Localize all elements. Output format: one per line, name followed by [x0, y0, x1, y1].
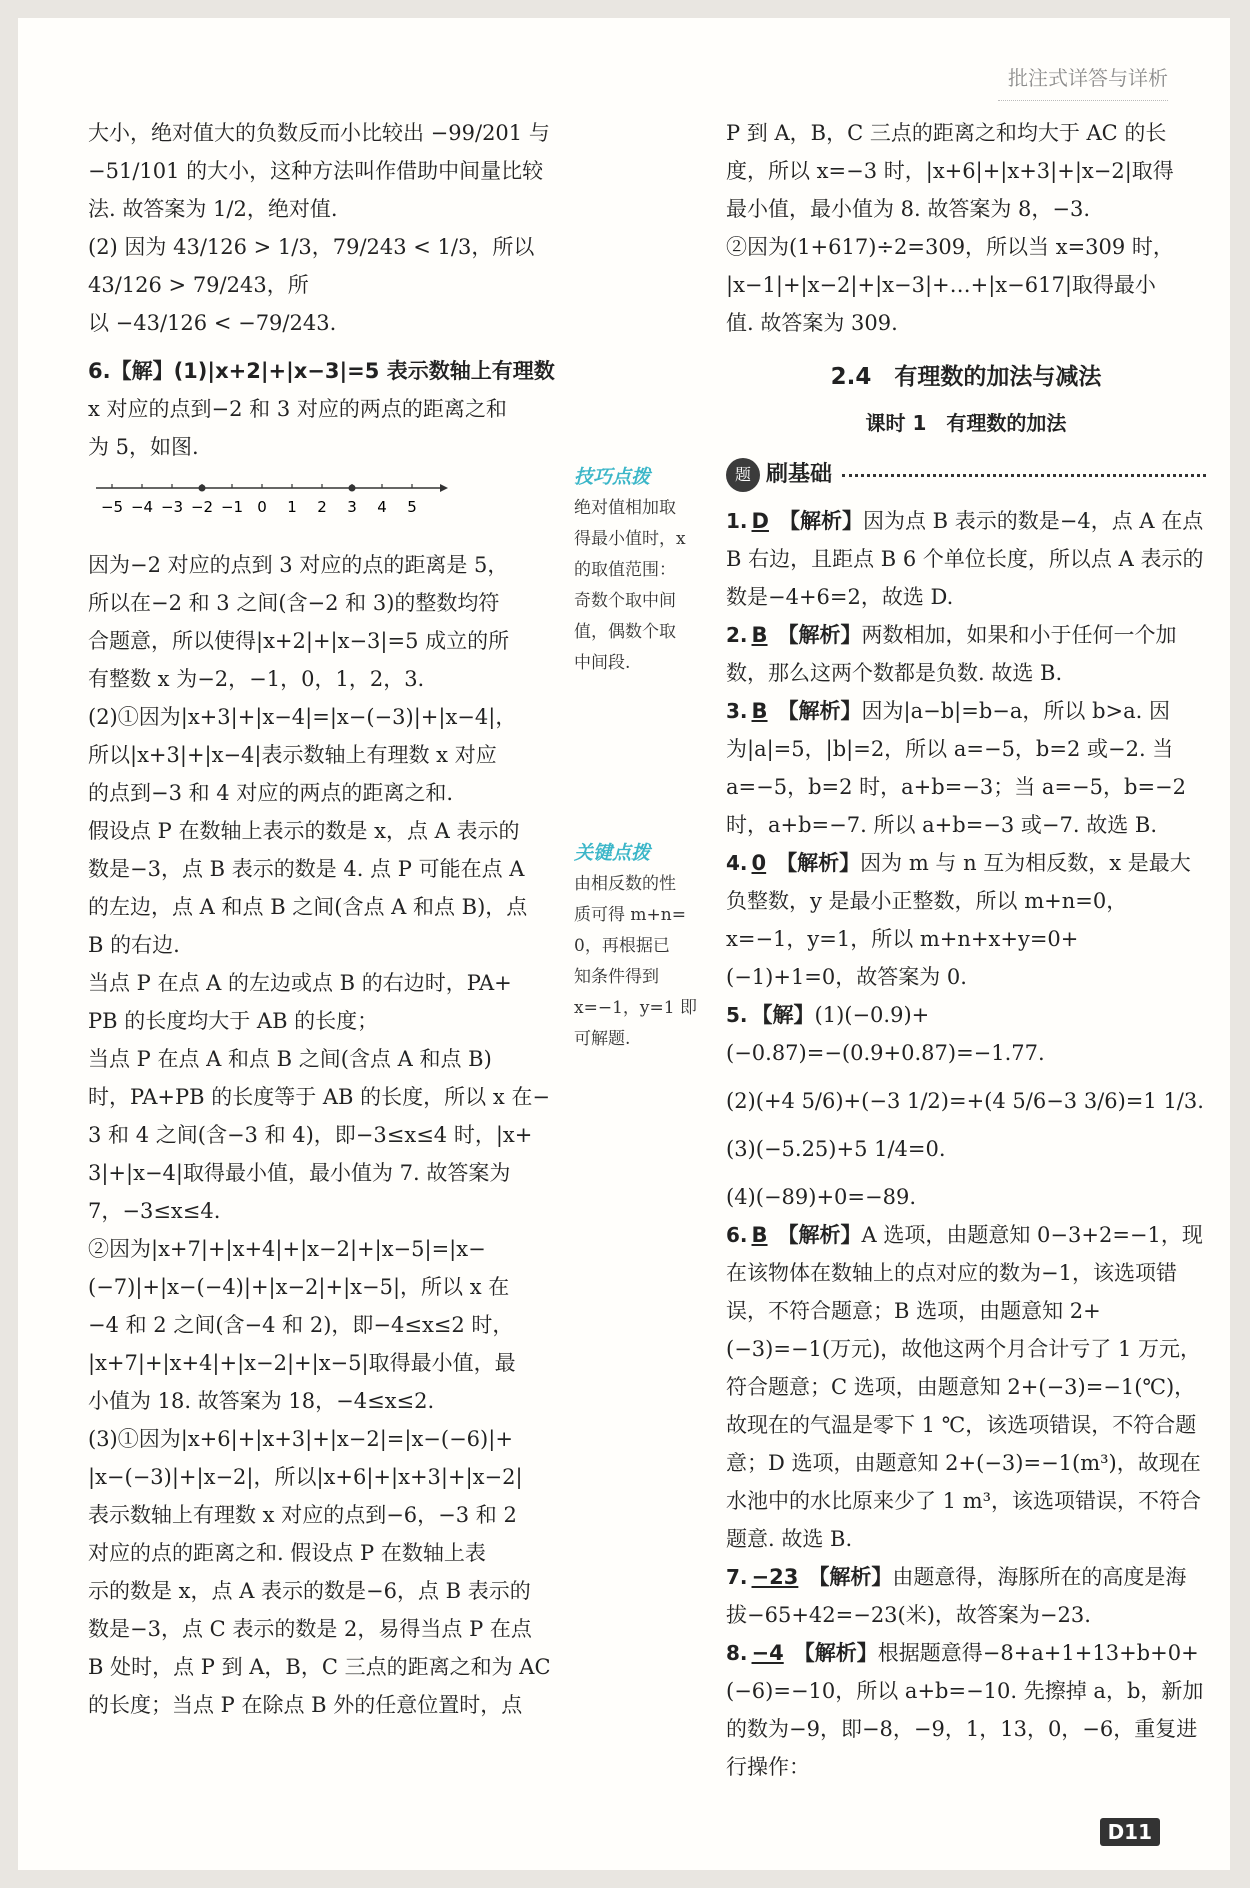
- text-line: 为 5，如图.: [88, 435, 199, 459]
- item-answer: −4: [751, 1641, 784, 1665]
- text-line: B 处时，点 P 到 A，B，C 三点的距离之和为 AC: [88, 1655, 551, 1679]
- text-line: 法. 故答案为 1/2，绝对值.: [88, 197, 338, 221]
- number-line-label: 4: [377, 498, 387, 516]
- item-tag: 【解】: [751, 1003, 815, 1027]
- text-line: P 到 A，B，C 三点的距离之和均大于 AC 的长: [726, 121, 1167, 145]
- answer-item-1: [726, 502, 1206, 616]
- text-line: 3|+|x−4|取得最小值，最小值为 7. 故答案为: [88, 1161, 511, 1185]
- item-tag: 【解析】: [777, 1223, 862, 1247]
- item-answer: B: [751, 699, 768, 723]
- tip-box-key: [574, 838, 724, 1055]
- number-line-arrow: [440, 484, 448, 492]
- item-number: 7.: [726, 1565, 748, 1589]
- tip-line: 由相反数的性: [574, 874, 676, 894]
- item-text: 由题意得，海豚所在的高度是海拔−65+42=−23(米)，故答案为−23.: [726, 1565, 1187, 1627]
- text-line: B 的右边.: [88, 933, 180, 957]
- text-line: 7，−3≤x≤4.: [88, 1199, 221, 1223]
- text-line: 数是−3，点 B 表示的数是 4. 点 P 可能在点 A: [88, 857, 525, 881]
- item-answer: D: [751, 509, 769, 533]
- item-tag: 【解析】: [777, 623, 862, 647]
- text-line: 假设点 P 在数轴上表示的数是 x，点 A 表示的: [88, 819, 520, 843]
- text-line: 的左边，点 A 和点 B 之间(含点 A 和点 B)，点: [88, 895, 528, 919]
- text-line: 所以在−2 和 3 之间(含−2 和 3)的整数均符: [88, 591, 500, 615]
- number-line: [88, 474, 448, 524]
- text-line: (3)(−5.25)+5 1/4=0.: [726, 1137, 946, 1161]
- section-title: 2.4 有理数的加法与减法: [830, 364, 1102, 390]
- text-line: |x−1|+|x−2|+|x−3|+…+|x−617|取得最小: [726, 273, 1156, 297]
- number-line-point: [199, 485, 206, 492]
- item-answer: 0: [751, 851, 767, 875]
- text-line: PB 的长度均大于 AB 的长度；: [88, 1009, 379, 1033]
- problem-6-heading: 6.【解】(1)|x+2|+|x−3|=5 表示数轴上有理数: [88, 359, 555, 383]
- tip-line: 中间段.: [574, 653, 631, 673]
- banner-label: 刷基础: [766, 462, 833, 487]
- tip-line: 知条件得到: [574, 967, 659, 987]
- tip-tag-key: 关键点拨: [574, 842, 651, 864]
- text-line: (2) 因为 43/126 > 1/3，79/243 < 1/3，所以 43/126 > 79/243，所: [88, 235, 535, 297]
- banner-dots: [842, 474, 1206, 477]
- text-line: 所以|x+3|+|x−4|表示数轴上有理数 x 对应: [88, 743, 497, 767]
- item-text: 因为点 B 表示的数是−4，点 A 在点 B 右边，且距点 B 6 个单位长度，所以点 A 表示的数是−4+6=2，故选 D.: [726, 509, 1204, 609]
- item-tag: 【解析】: [778, 509, 863, 533]
- number-line-label: −3: [160, 498, 184, 516]
- item-text: 因为|a−b|=b−a，所以 b>a. 因为|a|=5，|b|=2，所以 a=−5，b=2 或−2. 当 a=−5，b=2 时，a+b=−3；当 a=−5，b=−2 时，a+b=−7. 所以 a+b=−3 或−7. 故选 B.: [726, 699, 1186, 837]
- item-number: 4.: [726, 851, 748, 875]
- answer-item-4: [726, 844, 1206, 996]
- text-line: −4 和 2 之间(含−4 和 2)，即−4≤x≤2 时，: [88, 1313, 514, 1337]
- text-line: 以 −43/126 < −79/243.: [88, 311, 337, 335]
- text-line: 3 和 4 之间(含−3 和 4)，即−3≤x≤4 时，|x+: [88, 1123, 533, 1147]
- item-answer: B: [751, 623, 768, 647]
- text-line: 小值为 18. 故答案为 18，−4≤x≤2.: [88, 1389, 435, 1413]
- text-line: 因为−2 对应的点到 3 对应的点的距离是 5，: [88, 553, 509, 577]
- answer-item-3: [726, 692, 1206, 844]
- text-line: 有整数 x 为−2，−1，0，1，2，3.: [88, 667, 425, 691]
- text-line: (−7)|+|x−(−4)|+|x−2|+|x−5|，所以 x 在: [88, 1275, 510, 1299]
- lesson-title: 课时 1 有理数的加法: [865, 411, 1067, 435]
- text-line: (2)①因为|x+3|+|x−4|=|x−(−3)|+|x−4|，: [88, 705, 517, 729]
- number-line-label: −1: [220, 498, 244, 516]
- item-number: 1.: [726, 509, 748, 533]
- text-line: 示的数是 x，点 A 表示的数是−6，点 B 表示的: [88, 1579, 531, 1603]
- tip-box-skill: [574, 462, 724, 679]
- text-line: 值. 故答案为 309.: [726, 311, 898, 335]
- answer-item-7: [726, 1558, 1206, 1634]
- item-number: 5.: [726, 1003, 748, 1027]
- practice-banner: [726, 456, 1206, 494]
- number-line-label: −2: [190, 498, 214, 516]
- text-line: (2)(+4 5/6)+(−3 1/2)=+(4 5/6−3 3/6)=1 1/3.: [726, 1089, 1204, 1113]
- tip-line: 0，再根据已: [574, 936, 670, 956]
- number-line-label: −5: [100, 498, 124, 516]
- answer-item-8: [726, 1634, 1206, 1786]
- item-answer: −23: [751, 1565, 799, 1589]
- number-line-label: −4: [130, 498, 154, 516]
- item-tag: 【解析】: [793, 1641, 878, 1665]
- item-text: A 选项，由题意知 0−3+2=−1，现在该物体在数轴上的点对应的数为−1，该选项错误，不符合题意；B 选项，由题意知 2+(−3)=−1(万元)，故他这两个月合计亏了 1 万元，符合题意；C 选项，由题意知 2+(−3)=−1(℃)，故现在的气温是零下 1 ℃，该选项错误，不符合题意；D 选项，由题意知 2+(−3)=−1(m³)，故现在水池中的水比原来少了 1 m³，该选项错误，不符合题意. 故选 B.: [726, 1223, 1203, 1551]
- tip-line: 奇数个取中间: [574, 591, 676, 611]
- item-text: 根据题意得−8+a+1+13+b+0+(−6)=−10，所以 a+b=−10. 先擦掉 a，b，新加的数为−9，即−8，−9，1，13，0，−6，重复进行操作：: [726, 1641, 1204, 1779]
- text-line: 合题意，所以使得|x+2|+|x−3|=5 成立的所: [88, 629, 510, 653]
- number-line-label: 2: [317, 498, 327, 516]
- text-line: |x+7|+|x+4|+|x−2|+|x−5|取得最小值，最: [88, 1351, 516, 1375]
- text-line: ②因为|x+7|+|x+4|+|x−2|+|x−5|=|x−: [88, 1237, 486, 1261]
- text-line: −51/101 的大小，这种方法叫作借助中间量比较: [88, 159, 544, 183]
- item-number: 8.: [726, 1641, 748, 1665]
- item-tag: 【解析】: [777, 699, 862, 723]
- running-header: 批注式详答与详析: [1008, 66, 1168, 90]
- number-line-point: [349, 485, 356, 492]
- tip-line: 质可得 m+n=: [574, 905, 686, 925]
- number-line-label: 0: [257, 498, 267, 516]
- text-line: (3)①因为|x+6|+|x+3|+|x−2|=|x−(−6)|+: [88, 1427, 513, 1451]
- item-number: 6.: [726, 1223, 748, 1247]
- item-text: (1)(−0.9)+(−0.87)=−(0.9+0.87)=−1.77.: [726, 1003, 1045, 1065]
- left-column: [88, 114, 558, 1724]
- number-line-label: 1: [287, 498, 297, 516]
- tip-line: 的取值范围：: [574, 560, 676, 580]
- tip-line: 得最小值时，x: [574, 529, 686, 549]
- text-line: 最小值，最小值为 8. 故答案为 8，−3.: [726, 197, 1091, 221]
- text-line: (4)(−89)+0=−89.: [726, 1185, 916, 1209]
- text-line: 度，所以 x=−3 时，|x+6|+|x+3|+|x−2|取得: [726, 159, 1174, 183]
- right-column: [726, 114, 1206, 1786]
- page: [18, 18, 1230, 1870]
- tip-line: x=−1，y=1 即: [574, 998, 697, 1018]
- item-answer: B: [751, 1223, 768, 1247]
- answer-item-2: [726, 616, 1206, 692]
- item-text: 两数相加，如果和小于任何一个加数，那么这两个数都是负数. 故选 B.: [726, 623, 1177, 685]
- item-tag: 【解析】: [808, 1565, 893, 1589]
- header-divider: [998, 100, 1168, 101]
- tip-tag-skill: 技巧点拨: [574, 466, 651, 488]
- item-tag: 【解析】: [776, 851, 861, 875]
- text-line: 大小，绝对值大的负数反而小比较出 −99/201 与: [88, 121, 550, 145]
- tip-line: 可解题.: [574, 1029, 631, 1049]
- answer-item-5: [726, 996, 1206, 1072]
- item-text: 因为 m 与 n 互为相反数，x 是最大负整数，y 是最小正整数，所以 m+n=0，x=−1，y=1，所以 m+n+x+y=0+(−1)+1=0，故答案为 0.: [726, 851, 1191, 989]
- item-number: 2.: [726, 623, 748, 647]
- tip-line: 值，偶数个取: [574, 622, 676, 642]
- text-line: x 对应的点到−2 和 3 对应的两点的距离之和: [88, 397, 507, 421]
- text-line: |x−(−3)|+|x−2|，所以|x+6|+|x+3|+|x−2|: [88, 1465, 523, 1489]
- page-number: D11: [1100, 1818, 1160, 1846]
- item-number: 3.: [726, 699, 748, 723]
- text-line: 的长度；当点 P 在除点 B 外的任意位置时，点: [88, 1693, 523, 1717]
- text-line: 当点 P 在点 A 和点 B 之间(含点 A 和点 B): [88, 1047, 492, 1071]
- text-line: ②因为(1+617)÷2=309，所以当 x=309 时，: [726, 235, 1174, 259]
- text-line: 数是−3，点 C 表示的数是 2，易得当点 P 在点: [88, 1617, 532, 1641]
- banner-badge: 题: [726, 458, 760, 492]
- text-line: 的点到−3 和 4 对应的两点的距离之和.: [88, 781, 454, 805]
- number-line-label: 3: [347, 498, 357, 516]
- text-line: 表示数轴上有理数 x 对应的点到−6，−3 和 2: [88, 1503, 517, 1527]
- text-line: 当点 P 在点 A 的左边或点 B 的右边时，PA+: [88, 971, 512, 995]
- answer-item-6: [726, 1216, 1206, 1558]
- text-line: 时，PA+PB 的长度等于 AB 的长度，所以 x 在−: [88, 1085, 550, 1109]
- text-line: 对应的点的距离之和. 假设点 P 在数轴上表: [88, 1541, 486, 1565]
- tip-line: 绝对值相加取: [574, 498, 676, 518]
- number-line-label: 5: [407, 498, 417, 516]
